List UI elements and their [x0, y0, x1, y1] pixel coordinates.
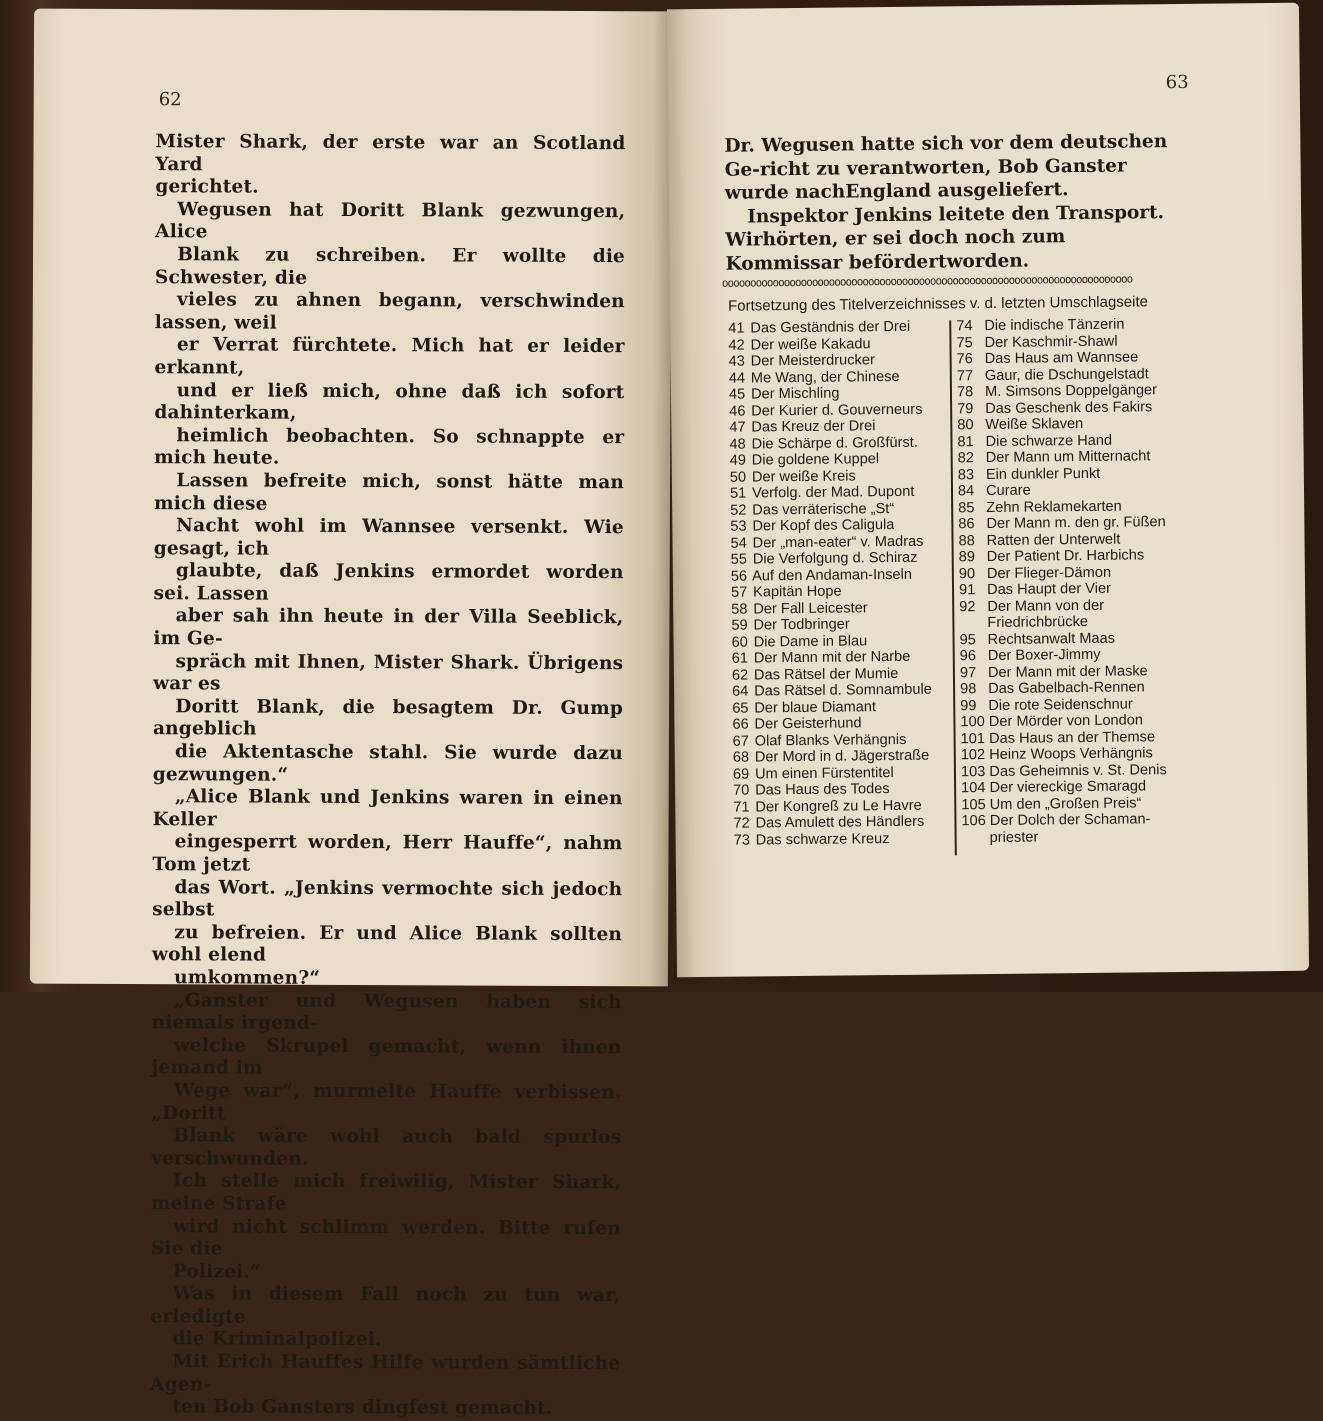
title-name: Das Amulett des Händlers: [755, 813, 925, 832]
title-name: Das Kreuz der Drei: [751, 418, 876, 436]
title-name: Das schwarze Kreuz: [755, 830, 890, 848]
title-number: 89: [958, 549, 976, 566]
title-number: 76: [956, 351, 973, 368]
title-name: Die rote Seidenschnur: [988, 695, 1133, 714]
title-name: Der „man-eater“ v. Madras: [752, 533, 924, 551]
title-list-item: [734, 830, 954, 849]
title-number: 97: [959, 664, 977, 681]
title-list-item: [962, 827, 1192, 846]
title-number: 53: [730, 518, 747, 535]
text-line: Blank zu schreiben. Er wollte die Schwester, die: [154, 244, 626, 289]
title-name: Die goldene Kuppel: [751, 451, 880, 469]
title-number: 66: [732, 716, 749, 733]
title-name: Der Mann mit der Maske: [987, 662, 1148, 681]
text-line: gerichtet.: [155, 176, 259, 198]
text-line: Mit Erich Hauffes Hilfe wurden sämtliche Agen-: [150, 1351, 621, 1396]
title-name: Die indische Tänzerin: [984, 316, 1125, 335]
title-name: Rechtsanwalt Maas: [987, 630, 1116, 648]
title-name: Heinz Woops Verhängnis: [989, 745, 1153, 764]
title-name: Der weiße Kreis: [751, 467, 856, 485]
paragraph: [150, 1351, 620, 1421]
title-number: 41: [728, 320, 745, 337]
title-name: Die Verfolgung d. Schiraz: [752, 549, 918, 568]
title-number: 90: [958, 565, 976, 582]
title-number: 80: [957, 417, 974, 434]
title-number: 47: [729, 419, 746, 436]
right-page-body-text: [724, 130, 1185, 276]
title-number: 105: [961, 796, 986, 813]
title-number: 69: [732, 766, 750, 783]
title-number: 43: [728, 353, 745, 370]
title-number: 99: [960, 697, 977, 714]
text-line: ten Bob Gansters dingfest gemacht.: [172, 1396, 553, 1420]
title-list-item: [958, 514, 1188, 533]
title-number: 57: [730, 584, 748, 601]
title-number: 104: [961, 780, 986, 797]
title-name: Der Fall Leicester: [753, 599, 868, 617]
title-name: Der blaue Diamant: [754, 698, 877, 716]
text-line: spräch mit Ihnen, Mister Shark. Übrigens war es: [153, 650, 624, 695]
ornamental-chain-divider: ooooooooooooooooooooooooooooooooooooooooooooooooooooooooooooooooooooooooo: [721, 272, 1133, 290]
title-number: 96: [959, 648, 977, 665]
title-name: Verfolg. der Mad. Dupont: [752, 483, 915, 502]
title-number: 82: [957, 450, 974, 467]
left-page-body-text: [150, 131, 626, 1421]
title-name: Die schwarze Hand: [985, 432, 1113, 450]
title-name: Der Mischling: [750, 385, 840, 403]
text-line: aber sah ihn heute in der Villa Seeblick, im Ge-: [153, 605, 624, 650]
text-line: heimlich beobachten. So schnappte er mich heute.: [154, 424, 625, 470]
title-name: Die Schärpe d. Großfürst.: [751, 434, 918, 452]
title-list-item: [730, 533, 950, 552]
title-name: Zehn Reklamekarten: [986, 498, 1122, 516]
title-number: 50: [729, 469, 747, 486]
text-line: Mister Shark, der erste war an Scotland Yard: [155, 131, 626, 175]
text-line: „Alice Blank und Jenkins waren in einen Keller: [152, 786, 623, 831]
title-number: 45: [728, 386, 746, 403]
title-number: 91: [958, 582, 976, 599]
title-number: 68: [732, 749, 750, 766]
paragraph: [725, 200, 1186, 275]
right-book-page: [667, 3, 1309, 978]
title-number: 75: [956, 334, 973, 351]
title-name: Der Kongreß zu Le Havre: [755, 797, 922, 815]
title-number: 100: [960, 714, 985, 731]
title-number: 67: [732, 733, 749, 750]
text-line: die Kriminalpolizei.: [172, 1328, 382, 1351]
paragraph: [154, 199, 625, 472]
paragraph: [155, 131, 625, 201]
title-number: 101: [960, 730, 986, 747]
title-name: Das Geheimnis v. St. Denis: [989, 761, 1167, 780]
title-name: Der Todbringer: [753, 616, 850, 634]
paragraph: [151, 990, 622, 1286]
text-line: das Wort. „Jenkins vermochte sich jedoch selbst: [152, 876, 623, 921]
text-line: und er ließ mich, ohne daß ich sofort dahinterkam,: [154, 379, 625, 424]
title-list-item: [733, 813, 953, 832]
left-book-page: [30, 9, 672, 1420]
title-name: Das Haus an der Themse: [988, 728, 1156, 747]
title-number: 74: [956, 318, 973, 335]
title-name: Friedrichbrücke: [987, 613, 1089, 632]
text-line: zu befreien. Er und Alice Blank sollten wohl elend: [151, 922, 623, 967]
title-name: Das Gabelbach-Rennen: [988, 679, 1145, 698]
text-line: vieles zu ahnen begann, verschwinden lassen, weil: [154, 289, 625, 334]
title-list-item: [957, 382, 1187, 401]
paragraph: [152, 786, 623, 991]
title-name: Der Mann mit der Narbe: [753, 648, 911, 667]
title-number: 81: [957, 433, 974, 450]
text-line: Ich stelle mich freiwilig, Mister Shark, meine Strafe: [150, 1170, 622, 1215]
title-number: 52: [730, 502, 747, 519]
title-list-item: [729, 434, 949, 453]
title-name: Der Mörder von London: [988, 712, 1144, 731]
title-number: 106: [961, 813, 986, 830]
text-line: hörten, er sei doch noch zum Kommissar befördert: [725, 226, 1066, 275]
title-list-item: [733, 747, 953, 766]
title-number: 98: [960, 681, 977, 698]
title-name: Das Haus am Wannsee: [984, 349, 1139, 368]
title-name: M. Simsons Doppelgänger: [984, 382, 1158, 401]
title-name: Das Haupt der Vier: [987, 580, 1112, 599]
title-number: 77: [956, 367, 974, 384]
text-line: Doritt Blank, die besagtem Dr. Gump angeblich: [152, 696, 624, 741]
title-name: Um den „Großen Preis“: [989, 794, 1142, 813]
title-name: Das verräterische „St“: [752, 500, 895, 518]
text-line: glaubte, daß Jenkins ermordet worden sei. Lassen: [153, 560, 624, 605]
title-number: 64: [732, 683, 749, 700]
text-line: Dr. Wegusen hatte sich vor dem deutschen Ge-: [724, 131, 1168, 181]
title-name: Der Kurier d. Gouverneurs: [751, 401, 923, 419]
text-line: er Verrat fürchtete. Mich hat er leider erkannt,: [154, 334, 625, 379]
title-name: Der Geisterhund: [754, 715, 862, 733]
title-name: Der Meisterdrucker: [750, 352, 875, 370]
text-line: umkommen?“: [174, 967, 321, 989]
title-number: 84: [957, 483, 975, 500]
title-number: 46: [729, 403, 746, 420]
title-number: 83: [957, 466, 975, 483]
title-name: Der Dolch der Schaman-: [989, 811, 1151, 829]
text-line: Nacht wohl im Wannsee versenkt. Wie gesagt, ich: [153, 515, 624, 560]
page-number-left: 62: [158, 89, 182, 111]
text-line: eingesperrt worden, Herr Hauffe“, nahm Tom jetzt: [152, 831, 623, 876]
title-number: 72: [733, 815, 750, 832]
title-list-item: [732, 681, 952, 700]
title-name: Das Geständnis der Drei: [750, 318, 911, 337]
title-name: Der Mord in d. Jägerstraße: [754, 747, 930, 766]
text-line: Inspektor Jenkins leitete den Transport. Wir: [725, 201, 1165, 251]
text-line: Blank wäre wohl auch bald spurlos verschwunden.: [151, 1125, 622, 1170]
title-list-item: [961, 761, 1191, 780]
title-number: 85: [958, 499, 975, 516]
title-number: 62: [731, 667, 749, 684]
title-number: 73: [733, 832, 750, 849]
text-line: Wege war“, murmelte Hauffe verbissen. „Doritt: [151, 1080, 622, 1124]
title-name: Der Mann von der: [987, 597, 1105, 615]
title-name: Um einen Fürstentitel: [754, 764, 894, 782]
title-number: 58: [731, 601, 748, 618]
title-number: 59: [731, 617, 748, 634]
title-name: Ratten der Unterwelt: [986, 531, 1121, 549]
title-name: Der Mann m. den gr. Füßen: [986, 514, 1166, 533]
title-number: 49: [729, 452, 746, 469]
title-name: Der Mann um Mitternacht: [985, 448, 1151, 467]
title-number: 92: [959, 598, 976, 615]
text-line: England ausgeliefert.: [845, 179, 1069, 203]
title-name: Das Geschenk des Fakirs: [985, 398, 1153, 417]
title-number: 79: [957, 400, 974, 417]
text-line: Wegusen hat Doritt Blank gezwungen, Alice: [155, 199, 626, 243]
title-name: Gaur, die Dschungelstadt: [984, 365, 1149, 384]
title-number: 70: [733, 782, 750, 799]
paragraph: [153, 470, 624, 788]
text-line: Polizei.“: [172, 1260, 261, 1283]
title-number: 48: [729, 436, 746, 453]
title-name: Auf den Andaman-Inseln: [752, 566, 913, 584]
title-name: Der Flieger-Dämon: [986, 564, 1112, 582]
title-list-column-right: [956, 316, 1192, 846]
paragraph: [150, 1283, 620, 1353]
title-number: 88: [958, 532, 975, 549]
title-name: Der Patient Dr. Harbichs: [986, 547, 1145, 566]
title-number: 78: [956, 384, 974, 401]
title-number: 60: [731, 634, 748, 651]
title-number: 54: [730, 535, 747, 552]
title-name: Weiße Sklaven: [985, 415, 1084, 434]
text-line: Was in diesem Fall noch zu tun war, erledigte: [150, 1283, 621, 1328]
page-number-right: 63: [1165, 71, 1189, 94]
title-name: Die Dame in Blau: [753, 632, 868, 650]
title-name: Der Kaschmir-Shawl: [984, 333, 1118, 351]
title-number: 95: [959, 631, 976, 648]
text-line: „Ganster und Wegusen haben sich niemals irgend-: [151, 989, 622, 1035]
title-number: 71: [733, 799, 750, 816]
title-list-column-left: [728, 318, 954, 848]
title-name: priester: [989, 828, 1039, 846]
title-number: 61: [731, 650, 749, 667]
text-line: worden.: [946, 250, 1030, 272]
title-name: Der Boxer-Jimmy: [987, 646, 1101, 665]
text-line: die Aktentasche stahl. Sie wurde dazu gezwungen.“: [152, 741, 623, 786]
title-number: 51: [729, 485, 747, 502]
title-list-item: [729, 401, 949, 420]
title-name: Der viereckige Smaragd: [989, 778, 1147, 796]
text-line: welche Skrupel gemacht, wenn ihnen jemand im: [151, 1034, 622, 1079]
title-name: Kapitän Hope: [753, 583, 842, 601]
title-name: Das Haus des Todes: [755, 781, 890, 799]
text-line: wird nicht schlimm werden. Bitte rufen Sie die: [150, 1215, 621, 1260]
title-number: 86: [958, 516, 975, 533]
title-number: 102: [960, 747, 986, 764]
title-name: Ein dunkler Punkt: [985, 465, 1101, 483]
title-list-heading: Fortsetzung des Titelverzeichnisses v. d. letzten Umschlagseite: [727, 293, 1149, 315]
title-name: Olaf Blanks Verhängnis: [754, 731, 907, 749]
title-name: Das Rätsel der Mumie: [753, 665, 899, 683]
title-number: 56: [730, 568, 748, 585]
title-name: Der Kopf des Caligula: [752, 516, 895, 535]
title-name: Curare: [985, 482, 1031, 500]
paragraph: [724, 130, 1185, 205]
title-number: 65: [732, 700, 749, 717]
text-line: Lassen befreite mich, sonst hätte man mich diese: [153, 470, 625, 515]
text-line: richt zu verantworten, Bob Ganster wurde nach: [724, 155, 1127, 204]
title-name: Der weiße Kakadu: [750, 335, 871, 353]
title-number: 44: [728, 370, 746, 387]
title-number: 103: [960, 763, 986, 780]
title-name: Me Wang, der Chinese: [750, 368, 900, 386]
title-number: 55: [730, 551, 748, 568]
title-name: Das Rätsel d. Somnambule: [754, 681, 932, 700]
title-number: 42: [728, 337, 745, 354]
